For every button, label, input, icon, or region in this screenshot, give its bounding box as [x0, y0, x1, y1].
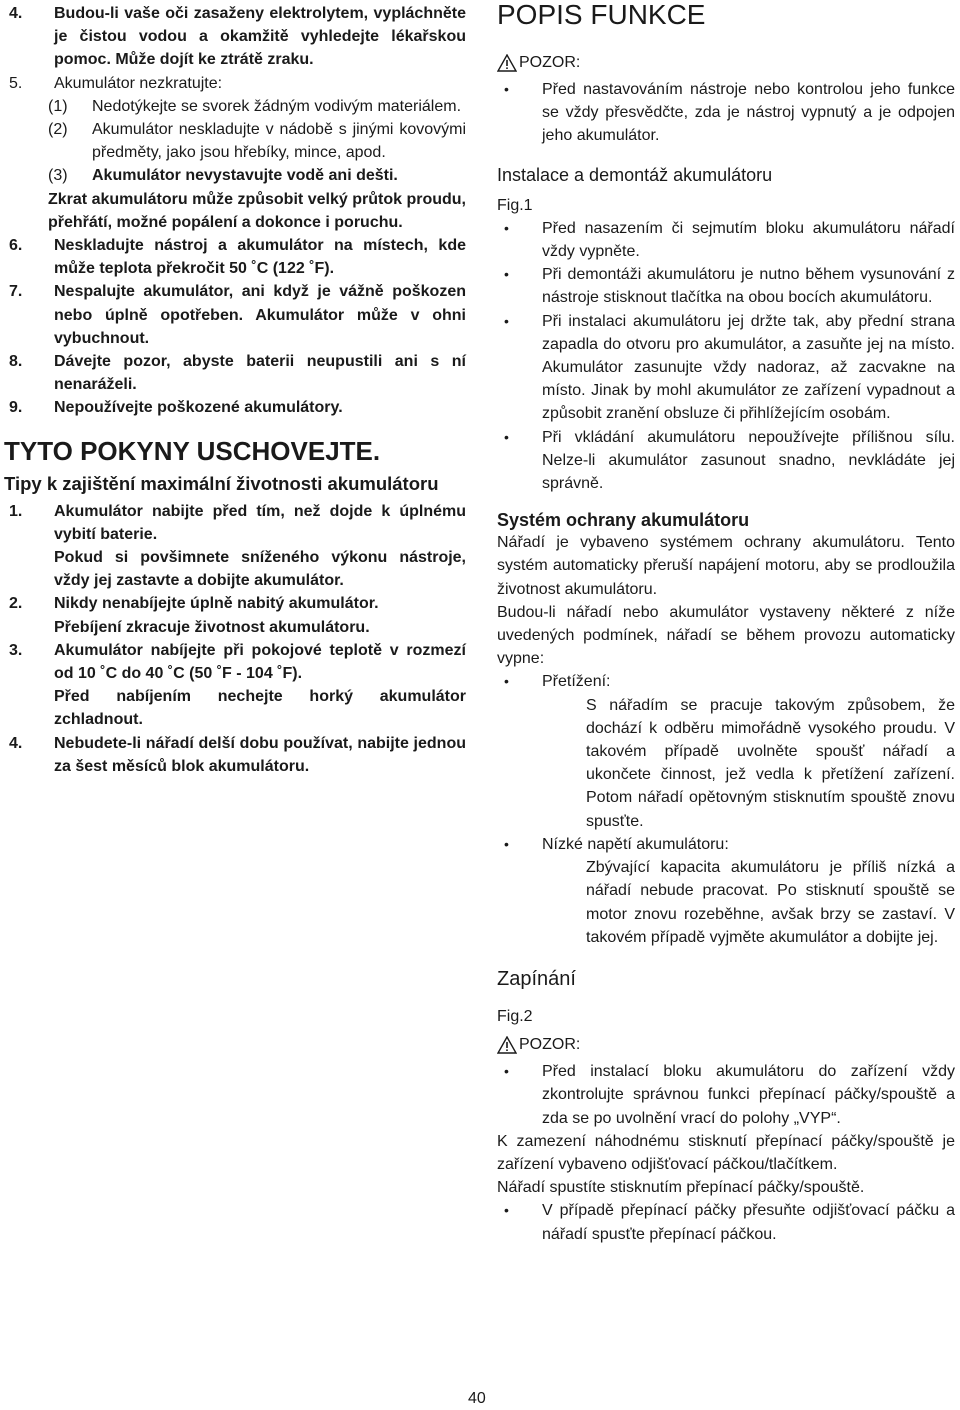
bullet-item: • Nízké napětí akumulátoru: [497, 833, 955, 856]
item-text: Akumulátor nabíjejte při pokojové teplotě v rozmezí od 10 ˚C do 40 ˚C (50 ˚F - 104 ˚F). [54, 641, 466, 683]
item-text: Budou-li vaše oči zasaženy elektrolytem, vypláchněte je čistou vodou a okamžitě vyhledejte lékařskou pomoc. Může dojít ke ztrátě zraku. [54, 5, 466, 69]
bullet-icon: • [504, 1063, 509, 1080]
item-text-2: Pokud si povšimnete sníženého výkonu nástroje, vždy jej zastavte a dobijte akumulátor. [54, 549, 466, 590]
page-number: 40 [468, 1390, 486, 1407]
figure-ref: Fig.1 [497, 196, 533, 214]
item-number: 9. [9, 399, 23, 417]
caution-label: POZOR: [497, 1034, 955, 1056]
warning-icon [497, 1036, 517, 1054]
item-text: Akumulátor nabijte před tím, než dojde k úplnému vybití baterie. [54, 502, 466, 543]
protect-paragraph: Budou-li nářadí nebo akumulátor vystaveny některé z níže uvedených podmínek, nářadí se během provozu automaticky vypne: [497, 603, 955, 668]
item-text-2: Přebíjení zkracuje životnost akumulátoru. [54, 618, 370, 636]
item-number: 5. [9, 74, 23, 92]
bullet-item: • V případě přepínací páčky přesuňte odjišťovací páčku a nářadí spusťte přepínací páčkou. [497, 1199, 955, 1245]
item-number: 1. [9, 502, 23, 520]
warning-icon [497, 54, 517, 72]
item-text: Nespalujte akumulátor, ani když je vážně poškozen nebo úplně opotřeben. Akumulátor může v ohni vybuchnout. [54, 283, 466, 347]
switch-paragraph: Nářadí spustíte stisknutím přepínací páčky/spouště. [497, 1179, 865, 1197]
item-text-2: Před nabíjením nechejte horký akumulátor zchladnout. [54, 688, 466, 729]
list-item [0, 2, 466, 72]
item-number: 4. [9, 734, 23, 752]
list-item [0, 164, 466, 187]
overload-description: S nářadím se pracuje takovým způsobem, že dochází k odběru mimořádně vysokého proudu. V takovém případě uvolněte spoušť nářadí a ukončete činnost, jež vedla k přetížení zařízení. Potom nářadí opětovným stisknutím spouště znovu spusťte. [586, 696, 955, 830]
protect-paragraph: Nářadí je vybaveno systémem ochrany akumulátoru. Tento systém automaticky přeruší napájení motoru, aby se prodloužila životnost akumulátoru. [497, 534, 955, 598]
list-item [0, 95, 466, 118]
item-number: 8. [9, 353, 23, 371]
item-number: 3. [9, 641, 23, 659]
item-number: 7. [9, 283, 23, 301]
item-text: Zkrat akumulátoru může způsobit velký průtok proudu, přehřátí, možné popálení a dokonce i poruchu. [48, 190, 466, 231]
item-text: Akumulátor nevystavujte vodě ani dešti. [92, 167, 398, 185]
list-item [0, 118, 466, 164]
bullet-item: • Před nastavováním nástroje nebo kontrolou jeho funkce se vždy přesvědčte, zda je nástroj vypnutý a je odpojen jeho akumulátor. [497, 78, 955, 148]
caution-label: POZOR: [497, 52, 955, 74]
switch-heading: Zapínání [497, 967, 576, 990]
bullet-icon: • [504, 428, 509, 445]
bullet-item: • Před instalací bloku akumulátoru do zařízení vždy zkontrolujte správnou funkci přepínací páčky/spouště a zda se po uvolnění vrací do polohy „VYP“. [497, 1060, 955, 1130]
bullet-item: • Při vkládání akumulátoru nepoužívejte přílišnou sílu. Nelze-li akumulátor zasunout snadno, nevkládáte jej správně. [497, 426, 955, 496]
item-text: Nikdy nenabíjejte úplně nabitý akumulátor. [54, 595, 379, 613]
list-item [0, 280, 466, 350]
bullet-icon: • [504, 219, 509, 236]
bullet-icon: • [504, 673, 509, 690]
figure-ref: Fig.2 [497, 1007, 533, 1025]
tip-item [0, 639, 466, 732]
install-heading: Instalace a demontáž akumulátoru [497, 164, 773, 185]
left-column [0, 0, 466, 778]
item-text: Neskladujte nástroj a akumulátor na místech, kde může teplota překročit 50 ˚C (122 ˚F). [54, 237, 466, 278]
low-voltage-description: Zbývající kapacita akumulátoru je příliš nízká a nářadí nebude pracovat. Po stisknutí spouště se motor znovu rozeběhne, avšak brzy se zastaví. V takovém případě vyjměte akumulátor a dobijte jej. [586, 859, 955, 946]
item-number: (3) [48, 167, 68, 185]
item-number: 4. [9, 5, 23, 22]
list-item [0, 234, 466, 280]
item-number: 6. [9, 237, 23, 255]
tip-item [0, 732, 466, 778]
bullet-icon: • [504, 1202, 509, 1219]
item-text: Akumulátor nezkratujte: [54, 74, 223, 92]
bullet-icon: • [504, 835, 509, 852]
item-number: (1) [48, 97, 68, 115]
bullet-icon: • [504, 266, 509, 283]
protect-heading: Systém ochrany akumulátoru [497, 510, 750, 531]
item-text: Dávejte pozor, abyste baterii neupustili ani s ní nenaráželi. [54, 353, 466, 394]
list-item [0, 350, 466, 396]
item-text: Nebudete-li nářadí delší dobu používat, nabijte jednou za šest měsíců blok akumulátoru. [54, 734, 466, 775]
item-number: 2. [9, 595, 23, 613]
item-text: Akumulátor neskladujte v nádobě s jinými kovovými předměty, jako jsou hřebíky, mince, apod. [92, 121, 466, 162]
bullet-item: • Při demontáži akumulátoru je nutno během vysunování z nástroje stisknout tlačítka na obou bocích akumulátoru. [497, 263, 955, 309]
section-title: POPIS FUNKCE [497, 0, 706, 30]
tip-item [0, 592, 466, 638]
switch-paragraph: K zamezení náhodnému stisknutí přepínací páčky/spouště je zařízení vybaveno odjišťovací páčkou/tlačítkem. [497, 1132, 955, 1173]
save-heading: TYTO POKYNY USCHOVEJTE. [4, 435, 381, 466]
bullet-item: • Přetížení: [497, 670, 955, 693]
bullet-item: • Před nasazením či sejmutím bloku akumulátoru nářadí vždy vypněte. [497, 217, 955, 263]
tips-heading: Tipy k zajištění maximální životnosti akumulátoru [4, 472, 439, 494]
bullet-item: • Při instalaci akumulátoru jej držte tak, aby přední strana zapadla do otvoru pro akumulátor, a zasuňte jej na místo. Akumulátor zasunujte vždy nadoraz, až zacvakne na místo. Jinak by mohl akumulátor ze zařízení vypadnout a způsobit zranění obsluze či přihlížejícím osobám. [497, 310, 955, 426]
item-text: Nedotýkejte se svorek žádným vodivým materiálem. [92, 97, 462, 115]
bullet-icon: • [504, 81, 509, 97]
list-item [0, 72, 466, 95]
bullet-icon: • [504, 312, 509, 329]
item-text: Nepoužívejte poškozené akumulátory. [54, 399, 343, 417]
list-item [0, 396, 466, 419]
item-number: (2) [48, 121, 68, 139]
tip-item [0, 500, 466, 593]
list-item [0, 188, 466, 234]
right-column [497, 0, 955, 1246]
